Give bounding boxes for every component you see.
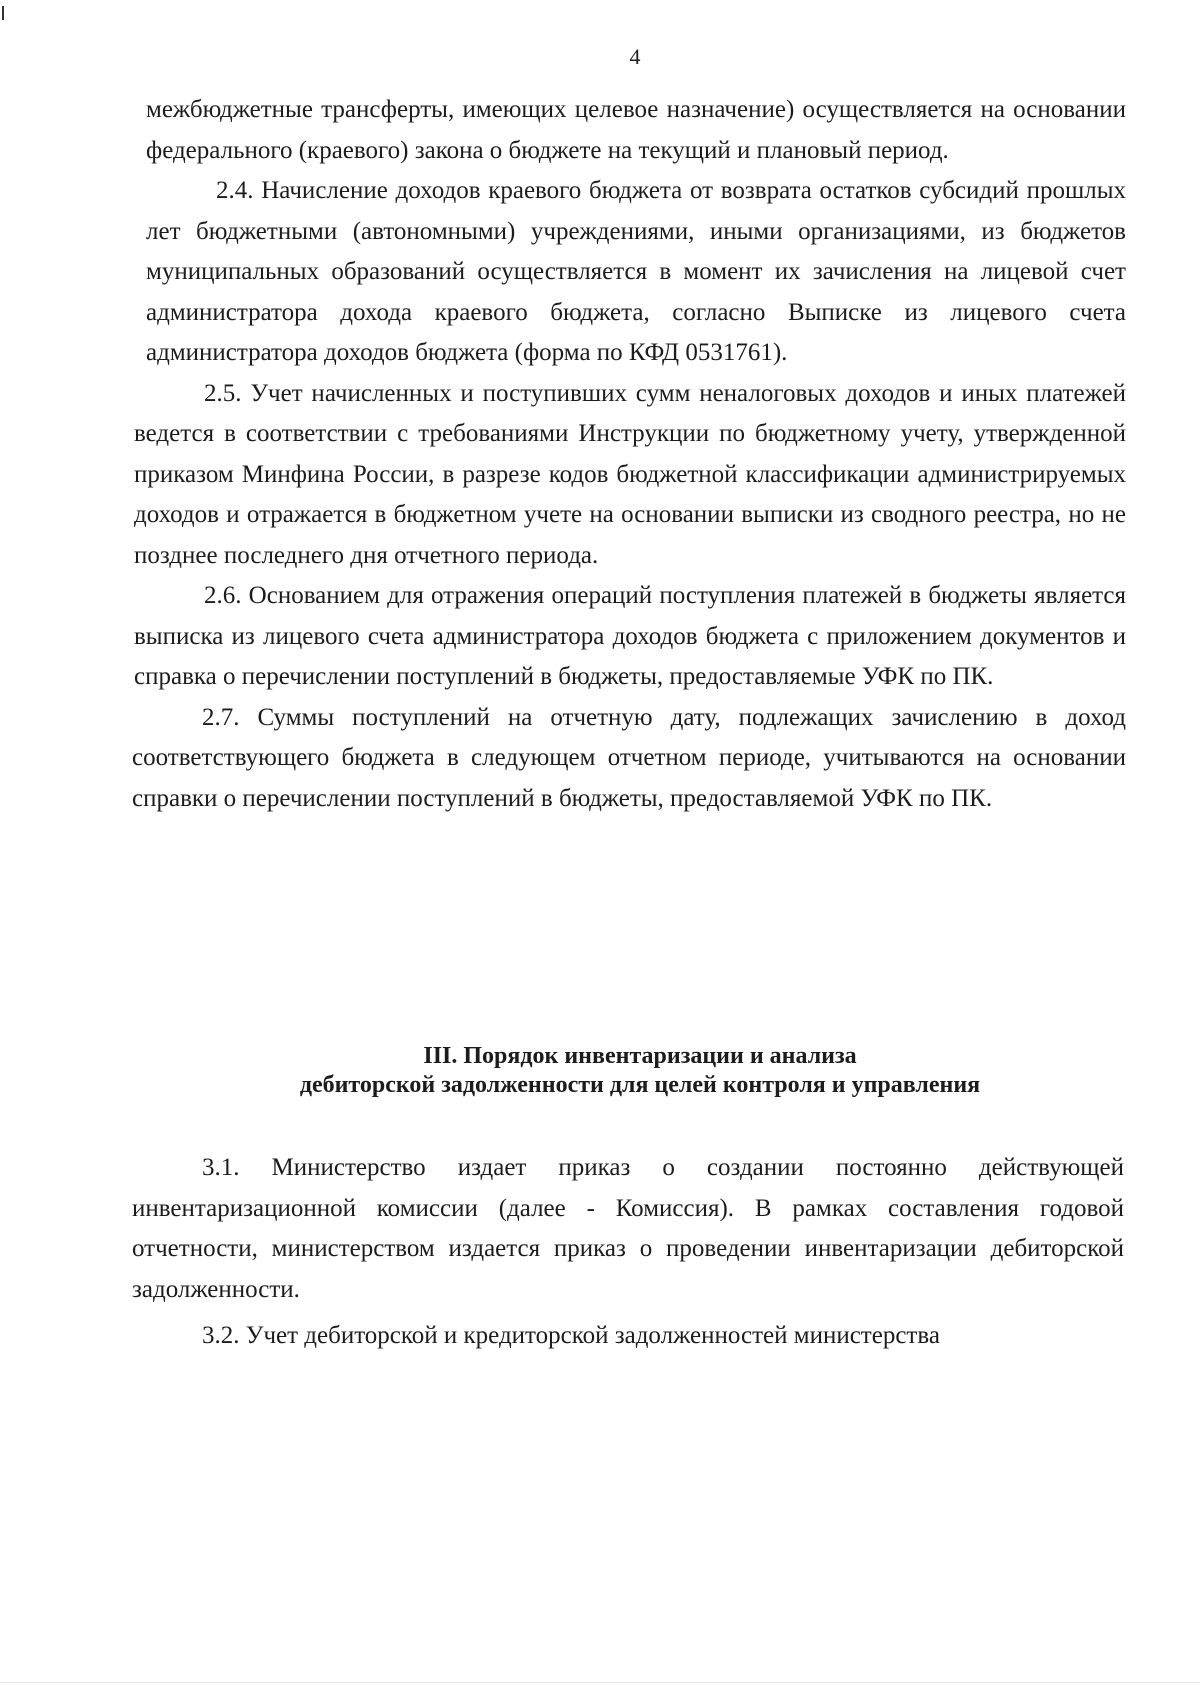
paragraph-continuation: межбюджетные трансферты, имеющих целевое назначение) осуществляется на основании федерального (краевого) закона о бюджете на текущий и плановый период. — [146, 96, 1126, 164]
section-heading-line-2: дебиторской задолженности для целей контроля и управления — [299, 1072, 981, 1098]
paragraph-3-1: 3.1. Министерство издает приказ о создании постоянно действующей инвентаризационной комиссии (далее - Комиссия). В рамках составления годовой отчетности, министерством издается приказ о проведении инвентаризации дебиторской задолженности. — [132, 1154, 1124, 1303]
scan-edge-line — [0, 1682, 1200, 1683]
body-text-lower — [132, 1148, 1124, 1357]
paragraph-2-4: 2.4. Начисление доходов краевого бюджета от возврата остатков субсидий прошлых лет бюджетными (автономными) учреждениями, иными организациями, из бюджетов муниципальных образований осуществляется в момент их зачисления на лицевой счет администратора дохода краевого бюджета, согласно Выписке из лицевого счета администратора доходов бюджета (форма по КФД 0531761). — [146, 177, 1126, 366]
paragraph-2-7: 2.7. Суммы поступлений на отчетную дату, подлежащих зачислению в доход соответствующего бюджета в следующем отчетном периоде, учитываются на основании справки о перечислении поступлений в бюджеты, предоставляемой УФК по ПК. — [132, 703, 1126, 812]
section-heading-line-1: III. Порядок инвентаризации и анализа — [423, 1043, 857, 1069]
page-number: 4 — [629, 44, 641, 69]
paragraph-2-5: 2.5. Учет начисленных и поступивших сумм неналоговых доходов и иных платежей ведется в соответствии с требованиями Инструкции по бюджетному учету, утвержденной приказом Минфина России, в разрезе кодов бюджетной классификации администрируемых доходов и отражается в бюджетном учете на основании выписки из сводного реестра, но не позднее последнего дня отчетного периода. — [134, 379, 1126, 569]
section-heading — [240, 1042, 1040, 1100]
body-text-upper — [132, 90, 1126, 819]
scan-artifact — [2, 6, 4, 20]
paragraph-2-6: 2.6. Основанием для отражения операций поступления платежей в бюджеты является выписка из лицевого счета администратора доходов бюджета с приложением документов и справка о перечислении поступлений в бюджеты, предоставляемые УФК по ПК. — [134, 582, 1126, 690]
paragraph-3-2: 3.2. Учет дебиторской и кредиторской задолженностей министерства — [202, 1322, 940, 1349]
